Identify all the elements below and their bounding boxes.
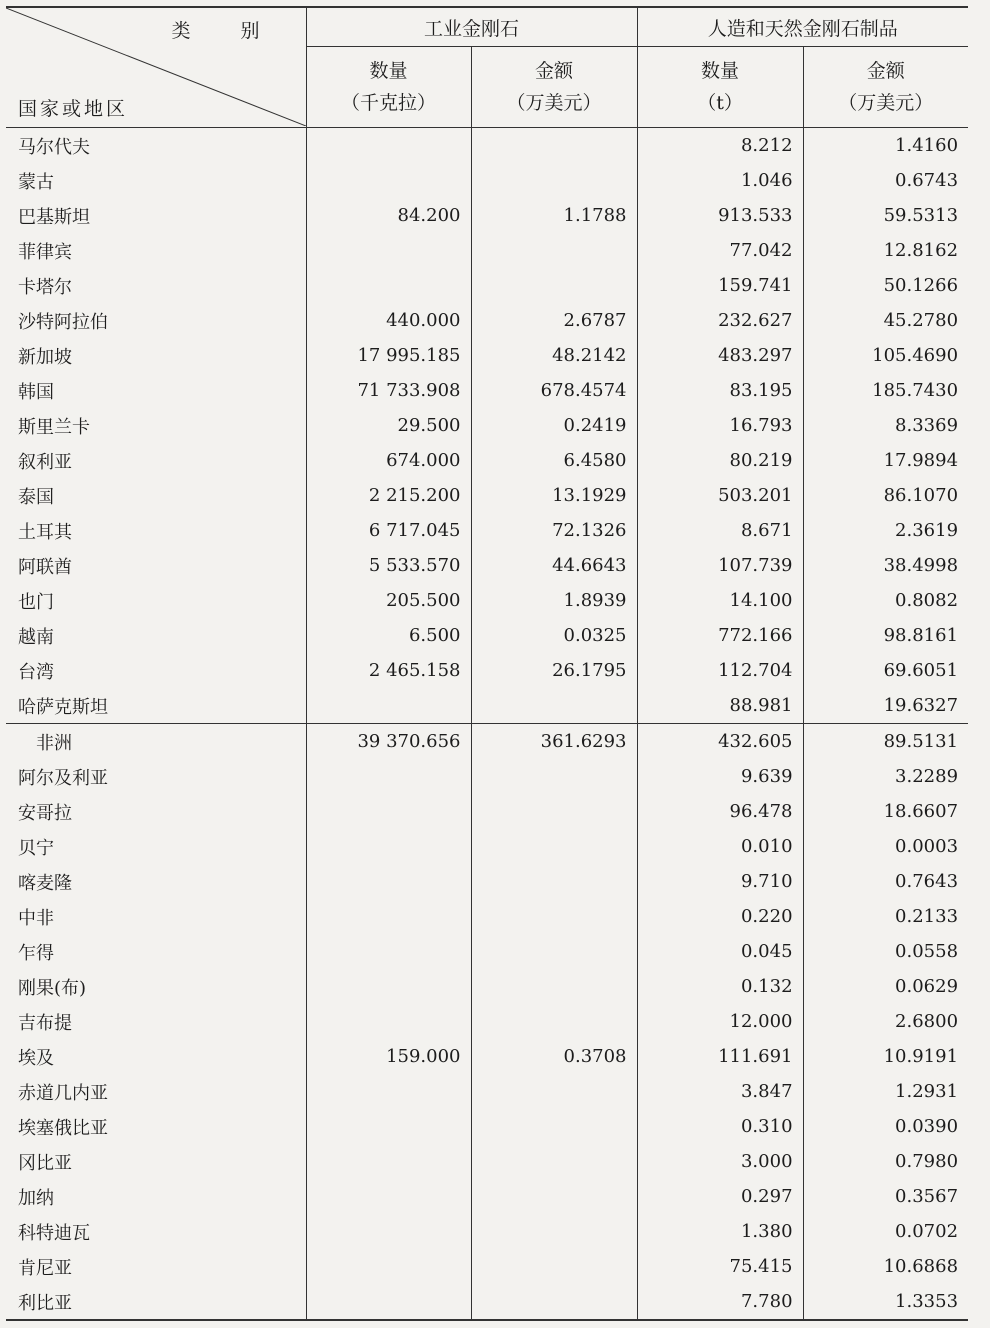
country-name-cell: 台湾 bbox=[18, 661, 54, 683]
table-row bbox=[6, 443, 968, 478]
industrial-quantity-cell: 6 717.045 bbox=[306, 513, 471, 548]
country-name-cell: 加纳 bbox=[18, 1187, 54, 1209]
table-row bbox=[6, 864, 968, 899]
manufactured-quantity-cell: 9.639 bbox=[637, 759, 803, 794]
country-name-cell: 贝宁 bbox=[18, 837, 54, 859]
industrial-quantity-cell bbox=[306, 688, 471, 724]
manufactured-quantity-cell: 80.219 bbox=[637, 443, 803, 478]
manufactured-quantity-cell: 3.000 bbox=[637, 1144, 803, 1179]
country-name-cell: 喀麦隆 bbox=[18, 872, 72, 894]
industrial-value-cell: 6.4580 bbox=[471, 443, 637, 478]
country-name-cell: 中非 bbox=[18, 907, 54, 929]
industrial-value-cell: 0.3708 bbox=[471, 1039, 637, 1074]
country-name-cell: 卡塔尔 bbox=[18, 276, 72, 298]
country-name-cell: 蒙古 bbox=[18, 171, 54, 193]
category-label: 类 别 bbox=[171, 20, 282, 42]
industrial-value-cell: 48.2142 bbox=[471, 338, 637, 373]
column-unit: （万美元） bbox=[506, 92, 602, 114]
table-row bbox=[6, 198, 968, 233]
manufactured-value-cell: 17.9894 bbox=[803, 443, 968, 478]
country-name-cell: 马尔代夫 bbox=[18, 136, 90, 158]
column-label: 金额 bbox=[866, 60, 905, 82]
country-name-cell: 阿尔及利亚 bbox=[18, 767, 108, 789]
industrial-quantity-cell: 2 215.200 bbox=[306, 478, 471, 513]
table-row bbox=[6, 688, 968, 724]
table-row bbox=[6, 969, 968, 1004]
industrial-value-cell bbox=[471, 969, 637, 1004]
country-name-cell: 哈萨克斯坦 bbox=[18, 696, 108, 718]
corner-header-cell bbox=[6, 7, 306, 128]
industrial-value-cell: 26.1795 bbox=[471, 653, 637, 688]
industrial-value-cell: 0.2419 bbox=[471, 408, 637, 443]
table-row bbox=[6, 408, 968, 443]
manufactured-quantity-cell: 1.046 bbox=[637, 163, 803, 198]
manufactured-value-cell: 89.5131 bbox=[803, 724, 968, 760]
table-row bbox=[6, 163, 968, 198]
country-name-cell: 越南 bbox=[18, 626, 54, 648]
manufactured-value-cell: 86.1070 bbox=[803, 478, 968, 513]
manufactured-value-cell: 10.9191 bbox=[803, 1039, 968, 1074]
manufactured-quantity-cell: 0.310 bbox=[637, 1109, 803, 1144]
table-row bbox=[6, 794, 968, 829]
industrial-value-cell bbox=[471, 759, 637, 794]
manufactured-value-cell: 0.0390 bbox=[803, 1109, 968, 1144]
manufactured-value-cell: 0.6743 bbox=[803, 163, 968, 198]
industrial-value-cell: 72.1326 bbox=[471, 513, 637, 548]
table-row bbox=[6, 759, 968, 794]
manufactured-quantity-cell: 432.605 bbox=[637, 724, 803, 760]
manufactured-quantity-cell: 8.212 bbox=[637, 128, 803, 164]
table-row bbox=[6, 618, 968, 653]
manufactured-value-cell: 0.2133 bbox=[803, 899, 968, 934]
industrial-quantity-cell bbox=[306, 1284, 471, 1320]
industrial-value-cell bbox=[471, 268, 637, 303]
industrial-quantity-cell: 29.500 bbox=[306, 408, 471, 443]
manufactured-quantity-cell: 0.045 bbox=[637, 934, 803, 969]
manufactured-quantity-cell: 0.297 bbox=[637, 1179, 803, 1214]
table-row bbox=[6, 1039, 968, 1074]
industrial-quantity-cell bbox=[306, 759, 471, 794]
manufactured-value-cell: 98.8161 bbox=[803, 618, 968, 653]
manufactured-quantity-cell: 96.478 bbox=[637, 794, 803, 829]
manufactured-quantity-cell: 8.671 bbox=[637, 513, 803, 548]
country-name-cell: 韩国 bbox=[18, 381, 54, 403]
column-unit: （千克拉） bbox=[340, 92, 436, 114]
table-row bbox=[6, 513, 968, 548]
industrial-quantity-cell: 84.200 bbox=[306, 198, 471, 233]
country-name-cell: 刚果(布) bbox=[18, 977, 87, 999]
manufactured-quantity-cell: 75.415 bbox=[637, 1249, 803, 1284]
manufactured-quantity-cell: 483.297 bbox=[637, 338, 803, 373]
industrial-value-cell: 2.6787 bbox=[471, 303, 637, 338]
industrial-value-cell bbox=[471, 1144, 637, 1179]
manufactured-quantity-cell: 9.710 bbox=[637, 864, 803, 899]
manufactured-value-cell: 185.7430 bbox=[803, 373, 968, 408]
country-name-cell: 巴基斯坦 bbox=[18, 206, 90, 228]
industrial-value-cell bbox=[471, 829, 637, 864]
industrial-quantity-cell bbox=[306, 1004, 471, 1039]
industrial-value-cell bbox=[471, 899, 637, 934]
manufactured-value-cell: 0.8082 bbox=[803, 583, 968, 618]
table-row bbox=[6, 583, 968, 618]
industrial-quantity-cell: 440.000 bbox=[306, 303, 471, 338]
manufactured-value-cell: 69.6051 bbox=[803, 653, 968, 688]
industrial-quantity-cell bbox=[306, 1144, 471, 1179]
manufactured-quantity-cell: 913.533 bbox=[637, 198, 803, 233]
industrial-value-cell bbox=[471, 864, 637, 899]
manufactured-value-cell: 0.7643 bbox=[803, 864, 968, 899]
manufactured-value-cell: 2.6800 bbox=[803, 1004, 968, 1039]
industrial-quantity-cell bbox=[306, 1214, 471, 1249]
country-name-cell: 沙特阿拉伯 bbox=[18, 311, 108, 333]
industrial-value-cell bbox=[471, 1249, 637, 1284]
column-header-industrial-quantity bbox=[306, 47, 471, 128]
industrial-value-cell bbox=[471, 1004, 637, 1039]
country-name-cell: 肯尼亚 bbox=[18, 1257, 72, 1279]
industrial-quantity-cell: 205.500 bbox=[306, 583, 471, 618]
table-row bbox=[6, 373, 968, 408]
manufactured-value-cell: 3.2289 bbox=[803, 759, 968, 794]
industrial-quantity-cell bbox=[306, 1249, 471, 1284]
industrial-value-cell bbox=[471, 1074, 637, 1109]
industrial-quantity-cell bbox=[306, 1179, 471, 1214]
diamond-export-table bbox=[6, 6, 968, 1321]
industrial-quantity-cell bbox=[306, 268, 471, 303]
table-row bbox=[6, 653, 968, 688]
industrial-quantity-cell: 159.000 bbox=[306, 1039, 471, 1074]
industrial-value-cell bbox=[471, 233, 637, 268]
column-unit: （万美元） bbox=[838, 92, 934, 114]
country-name-cell: 泰国 bbox=[18, 486, 54, 508]
column-label: 数量 bbox=[701, 60, 740, 82]
manufactured-value-cell: 0.0003 bbox=[803, 829, 968, 864]
manufactured-value-cell: 12.8162 bbox=[803, 233, 968, 268]
industrial-quantity-cell: 674.000 bbox=[306, 443, 471, 478]
industrial-quantity-cell bbox=[306, 794, 471, 829]
country-name-cell: 埃塞俄比亚 bbox=[18, 1117, 108, 1139]
table-row bbox=[6, 303, 968, 338]
manufactured-value-cell: 0.0629 bbox=[803, 969, 968, 1004]
country-name-cell: 乍得 bbox=[18, 942, 54, 964]
manufactured-quantity-cell: 112.704 bbox=[637, 653, 803, 688]
column-header-manufactured-value bbox=[803, 47, 968, 128]
industrial-value-cell bbox=[471, 688, 637, 724]
manufactured-value-cell: 10.6868 bbox=[803, 1249, 968, 1284]
manufactured-value-cell: 50.1266 bbox=[803, 268, 968, 303]
industrial-value-cell bbox=[471, 794, 637, 829]
industrial-quantity-cell bbox=[306, 128, 471, 164]
manufactured-quantity-cell: 7.780 bbox=[637, 1284, 803, 1320]
table-row bbox=[6, 1004, 968, 1039]
table-row bbox=[6, 1109, 968, 1144]
group-header-industrial: 工业金刚石 bbox=[306, 7, 637, 47]
table-row bbox=[6, 338, 968, 373]
manufactured-quantity-cell: 88.981 bbox=[637, 688, 803, 724]
table-row bbox=[6, 1144, 968, 1179]
manufactured-quantity-cell: 503.201 bbox=[637, 478, 803, 513]
manufactured-value-cell: 0.0558 bbox=[803, 934, 968, 969]
country-name-cell: 科特迪瓦 bbox=[18, 1222, 90, 1244]
industrial-quantity-cell bbox=[306, 864, 471, 899]
manufactured-quantity-cell: 0.010 bbox=[637, 829, 803, 864]
manufactured-quantity-cell: 83.195 bbox=[637, 373, 803, 408]
manufactured-value-cell: 1.4160 bbox=[803, 128, 968, 164]
manufactured-quantity-cell: 0.132 bbox=[637, 969, 803, 1004]
country-name-cell: 也门 bbox=[18, 591, 54, 613]
table-row bbox=[6, 1179, 968, 1214]
industrial-quantity-cell bbox=[306, 163, 471, 198]
table-row bbox=[6, 233, 968, 268]
manufactured-value-cell: 8.3369 bbox=[803, 408, 968, 443]
industrial-quantity-cell bbox=[306, 969, 471, 1004]
country-name-cell: 赤道几内亚 bbox=[18, 1082, 108, 1104]
industrial-quantity-cell: 5 533.570 bbox=[306, 548, 471, 583]
industrial-quantity-cell bbox=[306, 1074, 471, 1109]
industrial-quantity-cell: 2 465.158 bbox=[306, 653, 471, 688]
country-name-cell: 叙利亚 bbox=[18, 451, 72, 473]
country-name-cell: 土耳其 bbox=[18, 521, 72, 543]
industrial-quantity-cell bbox=[306, 899, 471, 934]
manufactured-value-cell: 1.3353 bbox=[803, 1284, 968, 1320]
industrial-quantity-cell bbox=[306, 829, 471, 864]
column-label: 数量 bbox=[369, 60, 408, 82]
table-row bbox=[6, 1214, 968, 1249]
country-name-cell: 非洲 bbox=[6, 724, 306, 760]
manufactured-quantity-cell: 12.000 bbox=[637, 1004, 803, 1039]
industrial-value-cell: 44.6643 bbox=[471, 548, 637, 583]
manufactured-quantity-cell: 16.793 bbox=[637, 408, 803, 443]
manufactured-quantity-cell: 1.380 bbox=[637, 1214, 803, 1249]
industrial-value-cell bbox=[471, 1284, 637, 1320]
industrial-quantity-cell: 6.500 bbox=[306, 618, 471, 653]
group-header-manufactured: 人造和天然金刚石制品 bbox=[637, 7, 968, 47]
country-name-cell: 埃及 bbox=[18, 1047, 54, 1069]
industrial-value-cell bbox=[471, 1109, 637, 1144]
country-name-cell: 安哥拉 bbox=[18, 802, 72, 824]
column-label: 金额 bbox=[535, 60, 574, 82]
manufactured-value-cell: 19.6327 bbox=[803, 688, 968, 724]
industrial-quantity-cell: 71 733.908 bbox=[306, 373, 471, 408]
industrial-value-cell: 361.6293 bbox=[471, 724, 637, 760]
manufactured-quantity-cell: 0.220 bbox=[637, 899, 803, 934]
table-row bbox=[6, 934, 968, 969]
manufactured-value-cell: 0.7980 bbox=[803, 1144, 968, 1179]
table-row bbox=[6, 1284, 968, 1320]
region-label: 国家或地区 bbox=[18, 98, 129, 120]
industrial-value-cell bbox=[471, 1214, 637, 1249]
manufactured-value-cell: 18.6607 bbox=[803, 794, 968, 829]
manufactured-value-cell: 45.2780 bbox=[803, 303, 968, 338]
manufactured-quantity-cell: 232.627 bbox=[637, 303, 803, 338]
industrial-value-cell: 1.8939 bbox=[471, 583, 637, 618]
industrial-value-cell: 1.1788 bbox=[471, 198, 637, 233]
industrial-value-cell bbox=[471, 128, 637, 164]
manufactured-value-cell: 0.3567 bbox=[803, 1179, 968, 1214]
manufactured-quantity-cell: 772.166 bbox=[637, 618, 803, 653]
table-row bbox=[6, 1074, 968, 1109]
manufactured-quantity-cell: 77.042 bbox=[637, 233, 803, 268]
region-subtotal-row bbox=[6, 724, 968, 760]
industrial-value-cell bbox=[471, 163, 637, 198]
table-row bbox=[6, 1249, 968, 1284]
column-unit: （t） bbox=[697, 92, 743, 114]
manufactured-value-cell: 2.3619 bbox=[803, 513, 968, 548]
column-header-industrial-value bbox=[471, 47, 637, 128]
industrial-quantity-cell: 17 995.185 bbox=[306, 338, 471, 373]
industrial-value-cell bbox=[471, 934, 637, 969]
table-row bbox=[6, 548, 968, 583]
country-name-cell: 阿联酋 bbox=[18, 556, 72, 578]
table-row bbox=[6, 128, 968, 164]
manufactured-value-cell: 0.0702 bbox=[803, 1214, 968, 1249]
table-row bbox=[6, 899, 968, 934]
industrial-value-cell: 13.1929 bbox=[471, 478, 637, 513]
country-name-cell: 吉布提 bbox=[18, 1012, 72, 1034]
manufactured-quantity-cell: 3.847 bbox=[637, 1074, 803, 1109]
industrial-quantity-cell bbox=[306, 1109, 471, 1144]
table-row bbox=[6, 268, 968, 303]
table-body bbox=[6, 128, 968, 1321]
column-header-manufactured-quantity bbox=[637, 47, 803, 128]
manufactured-quantity-cell: 159.741 bbox=[637, 268, 803, 303]
country-name-cell: 新加坡 bbox=[18, 346, 72, 368]
manufactured-value-cell: 38.4998 bbox=[803, 548, 968, 583]
country-name-cell: 菲律宾 bbox=[18, 241, 72, 263]
industrial-value-cell bbox=[471, 1179, 637, 1214]
country-name-cell: 利比亚 bbox=[6, 1284, 306, 1320]
country-name-cell: 冈比亚 bbox=[18, 1152, 72, 1174]
industrial-value-cell: 0.0325 bbox=[471, 618, 637, 653]
table-header bbox=[6, 7, 968, 128]
manufactured-quantity-cell: 111.691 bbox=[637, 1039, 803, 1074]
industrial-value-cell: 678.4574 bbox=[471, 373, 637, 408]
manufactured-value-cell: 105.4690 bbox=[803, 338, 968, 373]
industrial-quantity-cell: 39 370.656 bbox=[306, 724, 471, 760]
country-name-cell: 斯里兰卡 bbox=[18, 416, 90, 438]
industrial-quantity-cell bbox=[306, 233, 471, 268]
table-row bbox=[6, 829, 968, 864]
manufactured-quantity-cell: 107.739 bbox=[637, 548, 803, 583]
manufactured-value-cell: 59.5313 bbox=[803, 198, 968, 233]
manufactured-value-cell: 1.2931 bbox=[803, 1074, 968, 1109]
industrial-quantity-cell bbox=[306, 934, 471, 969]
table-row bbox=[6, 478, 968, 513]
manufactured-quantity-cell: 14.100 bbox=[637, 583, 803, 618]
